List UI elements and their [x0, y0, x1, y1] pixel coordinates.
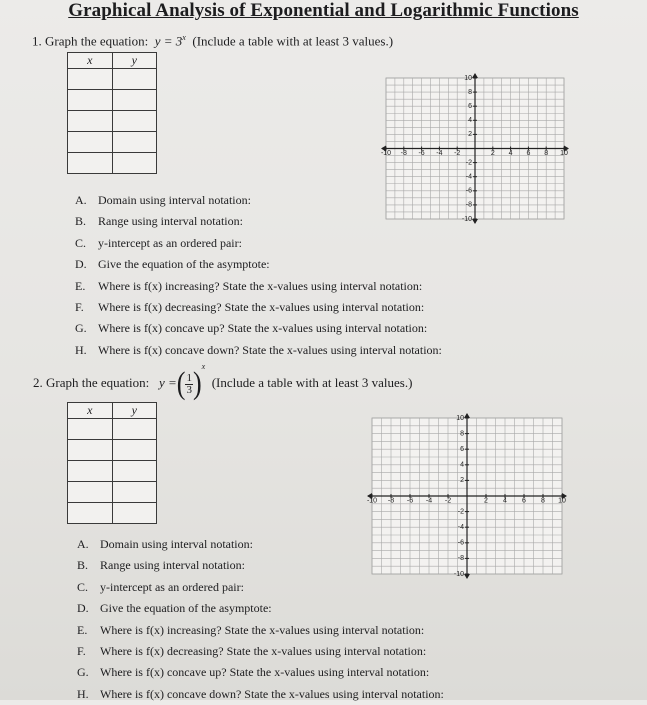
- problem-1-lead: Graph the equation:: [45, 33, 149, 49]
- x-tick-label: 8: [541, 497, 545, 505]
- table-cell[interactable]: [112, 111, 157, 132]
- table-row: [68, 461, 157, 482]
- table-row: [68, 419, 157, 440]
- table-cell[interactable]: [68, 440, 113, 461]
- fraction-numerator: 1: [186, 371, 192, 384]
- question-item: F. Where is f(x) decreasing? State the x-values using interval notation:: [75, 300, 425, 315]
- y-tick-label: 2: [460, 477, 464, 485]
- y-axis-arrow-up: [472, 73, 478, 78]
- problem-2-number: 2.: [33, 375, 43, 390]
- x-tick-label: -4: [425, 497, 433, 505]
- x-tick-label: 4: [503, 497, 507, 505]
- question-item: H. Where is f(x) concave down? State the x-values using interval notation:: [77, 686, 444, 701]
- question-item: B. Range using interval notation:: [75, 214, 243, 229]
- x-tick-label: -2: [454, 150, 461, 157]
- y-tick-label: 2: [468, 131, 472, 139]
- table-header-y: y: [112, 53, 157, 69]
- table-cell[interactable]: [112, 482, 157, 503]
- problem-1-equation: y = 3: [154, 33, 183, 49]
- table-row: [68, 132, 157, 153]
- y-tick-label: 6: [468, 103, 472, 111]
- y-axis-arrow-up: [464, 413, 470, 418]
- table-header-x: x: [68, 403, 113, 419]
- question-item: E. Where is f(x) increasing? State the x-values using interval notation:: [75, 278, 423, 293]
- y-tick-label: 10: [456, 414, 464, 422]
- x-tick-label: 6: [522, 497, 526, 505]
- x-tick-label: 6: [526, 150, 531, 157]
- table-cell[interactable]: [68, 153, 113, 174]
- question-item: A. Domain using interval notation:: [75, 193, 251, 207]
- y-tick-label: 4: [460, 461, 464, 469]
- question-item: E. Where is f(x) increasing? State the x-values using interval notation:: [77, 622, 425, 637]
- table-cell[interactable]: [68, 461, 113, 482]
- problem-2-exponent: x: [201, 362, 206, 371]
- x-tick-label: -10: [366, 497, 378, 505]
- x-tick-label: -2: [444, 497, 452, 505]
- fraction-denominator: 3: [186, 383, 192, 396]
- problem-2-lead: Graph the equation:: [46, 375, 150, 390]
- question-item: A. Domain using interval notation:: [77, 537, 253, 551]
- x-tick-label: 10: [558, 497, 566, 505]
- y-tick-label: 6: [460, 446, 464, 454]
- fraction: [185, 373, 193, 396]
- x-tick-label: -10: [380, 150, 392, 157]
- table-cell[interactable]: [68, 69, 113, 90]
- table-row: [68, 69, 157, 90]
- x-tick-label: -6: [418, 150, 425, 157]
- y-tick-label: -10: [461, 215, 472, 223]
- problem-2-questions: [77, 534, 444, 705]
- y-tick-label: -2: [465, 159, 472, 167]
- problem-1-value-table: [67, 52, 157, 174]
- y-tick-label: -4: [465, 173, 472, 181]
- question-item: F. Where is f(x) decreasing? State the x-values using interval notation:: [77, 644, 427, 659]
- table-cell[interactable]: [112, 153, 157, 174]
- table-cell[interactable]: [112, 132, 157, 153]
- problem-2-equation-lhs: y =: [159, 375, 177, 390]
- right-paren: ): [192, 366, 202, 401]
- question-item: G. Where is f(x) concave up? State the x-values using interval notation:: [77, 665, 430, 680]
- x-tick-label: -8: [387, 497, 395, 505]
- table-row: [68, 440, 157, 461]
- table-header-y: y: [112, 403, 157, 419]
- y-tick-label: -4: [457, 524, 464, 532]
- y-tick-label: -6: [465, 187, 472, 195]
- table-cell[interactable]: [112, 461, 157, 482]
- problem-1-number: 1.: [32, 33, 42, 49]
- y-axis-arrow-down: [472, 219, 478, 224]
- x-tick-label: -4: [436, 150, 443, 157]
- problem-2-instruction: (Include a table with at least 3 values.): [211, 375, 413, 390]
- left-paren: (: [176, 366, 186, 401]
- table-cell[interactable]: [68, 132, 113, 153]
- question-item: H. Where is f(x) concave down? State the x-values using interval notation:: [75, 342, 442, 357]
- problem-1-prompt: [32, 33, 393, 49]
- worksheet-title: Graphical Analysis of Exponential and Logarithmic Functions: [68, 0, 579, 21]
- y-tick-label: -2: [457, 508, 464, 516]
- y-tick-label: -6: [457, 539, 464, 547]
- question-item: C. y-intercept as an ordered pair:: [77, 579, 244, 594]
- table-cell[interactable]: [112, 503, 157, 524]
- y-tick-label: 8: [468, 88, 472, 96]
- table-cell[interactable]: [68, 90, 113, 111]
- table-cell[interactable]: [68, 482, 113, 503]
- table-cell[interactable]: [68, 419, 113, 440]
- problem-1-instruction: (Include a table with at least 3 values.): [192, 33, 394, 49]
- table-row: [68, 111, 157, 132]
- y-axis-arrow-down: [464, 574, 470, 579]
- table-row: [68, 482, 157, 503]
- x-tick-label: -8: [400, 150, 407, 157]
- x-tick-label: 2: [484, 497, 488, 505]
- y-tick-label: 8: [460, 430, 464, 438]
- table-row: [68, 503, 157, 524]
- problem-2-value-table: [67, 402, 157, 524]
- y-tick-label: 4: [468, 117, 472, 125]
- x-tick-label: 8: [544, 150, 549, 157]
- problem-1-exponent: x: [182, 33, 186, 42]
- table-cell[interactable]: [112, 69, 157, 90]
- table-row: [68, 153, 157, 174]
- y-tick-label: 10: [464, 74, 472, 82]
- x-tick-label: 10: [560, 150, 568, 157]
- question-item: B. Range using interval notation:: [77, 558, 245, 573]
- y-tick-label: -8: [465, 201, 472, 209]
- x-tick-label: -6: [406, 497, 414, 505]
- table-cell[interactable]: [112, 419, 157, 440]
- question-item: G. Where is f(x) concave up? State the x-values using interval notation:: [75, 321, 428, 336]
- table-cell[interactable]: [68, 503, 113, 524]
- problem-2-prompt: [33, 362, 413, 401]
- table-cell[interactable]: [68, 111, 113, 132]
- table-header-x: x: [68, 53, 113, 69]
- table-cell[interactable]: [112, 440, 157, 461]
- question-item: D. Give the equation of the asymptote:: [75, 257, 270, 272]
- table-cell[interactable]: [112, 90, 157, 111]
- question-item: D. Give the equation of the asymptote:: [77, 601, 272, 616]
- question-item: C. y-intercept as an ordered pair:: [75, 235, 242, 250]
- x-tick-label: 2: [490, 150, 495, 157]
- y-tick-label: -8: [457, 555, 464, 563]
- y-tick-label: -10: [453, 570, 464, 578]
- problem-1-questions: [75, 190, 442, 361]
- x-tick-label: 4: [508, 150, 513, 157]
- table-row: [68, 90, 157, 111]
